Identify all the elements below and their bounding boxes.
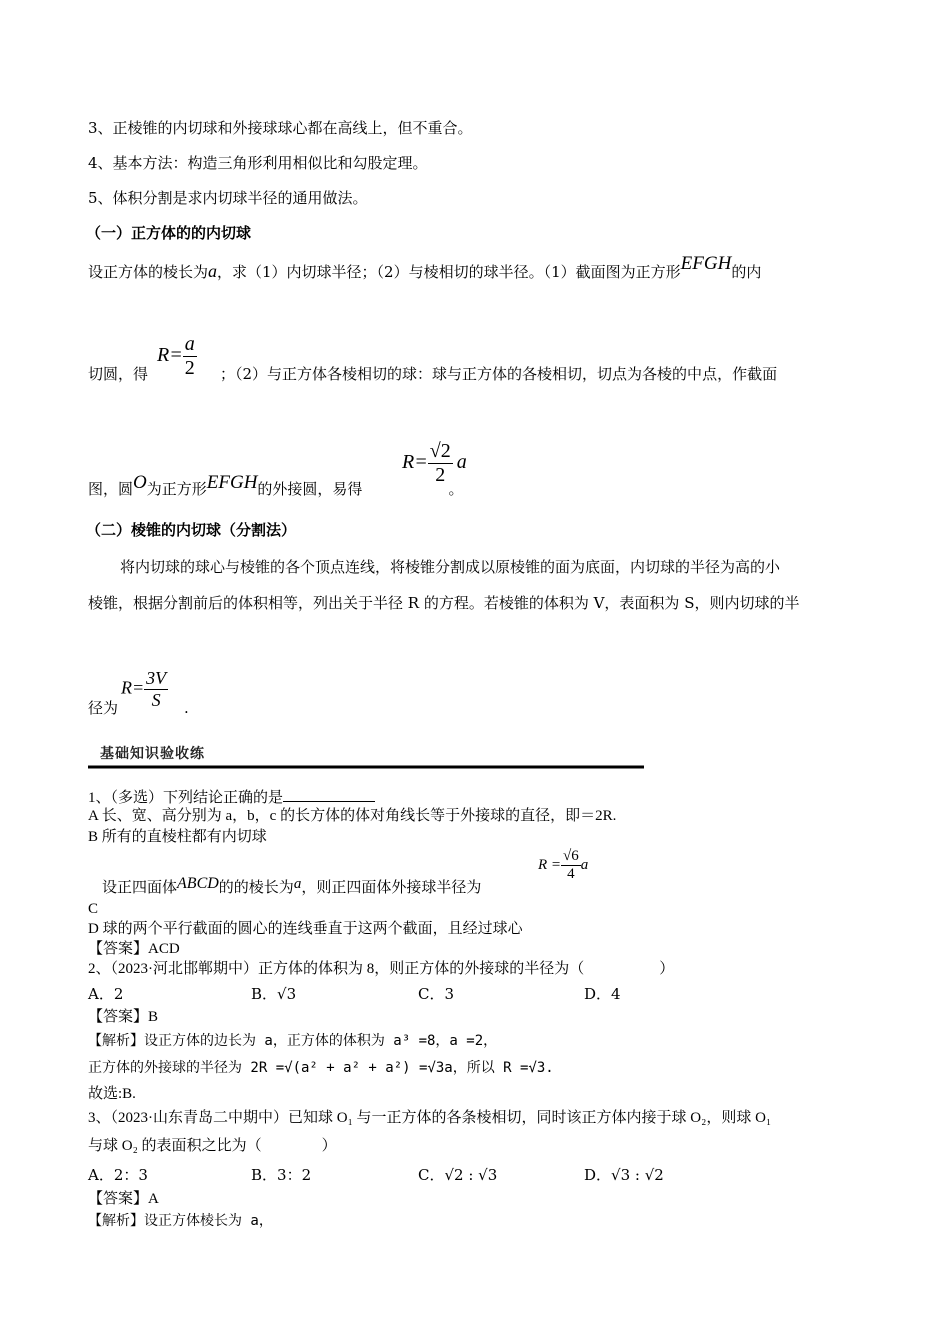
q2-stem: 2、（2023·河北邯郸期中）正方体的体积为 8，则正方体的外接球的半径为（ ）: [88, 961, 675, 977]
q1-option-c-text: 设正四面体ABCD的的棱长为a，则正四面体外接球半径为: [102, 875, 482, 896]
q3-stem-line2: 与球 O₂ 的表面积之比为（ ）: [88, 1138, 337, 1154]
q3-option-c: C．√2 : √3: [418, 1166, 498, 1184]
section-2-title: （二）棱锥的内切球（分割法）: [86, 521, 297, 539]
q3-stem-line1: 3、（2023·山东青岛二中期中）已知球 O₁ 与一正方体的各条棱相切，同时该正方体内接于球 O₂，则球 O₁: [88, 1110, 772, 1126]
sec1-para-line1: 设正方体的棱长为a，求（1）内切球半径；（2）与棱相切的球半径。（1）截面图为正方形EFGH的内: [88, 253, 762, 281]
sec2-para-line3: 径为 .: [88, 699, 189, 717]
formula-edge-sphere-radius: R= $\frac{√2}{2}$ a: [402, 440, 467, 486]
formula-cone-insphere-radius: R= $\frac{3V}{S}$: [121, 668, 167, 710]
q1-option-d: D 球的两个平行截面的圆心的连线垂直于这两个截面，且经过球心: [88, 921, 523, 937]
q1-answer: 【答案】ACD: [88, 941, 180, 957]
note-4: 4、基本方法：构造三角形利用相似比和勾股定理。: [88, 154, 428, 172]
q3-option-b: B．3：2: [251, 1166, 312, 1184]
q3-option-a: A．2：3: [88, 1166, 148, 1184]
sec2-para-line2: 棱锥，根据分割前后的体积相等，列出关于半径 R 的方程。若棱锥的体积为 V，表面积为 S，则内切球的半: [88, 594, 800, 612]
q1-option-a: A 长、宽、高分别为 a，b，c 的长方体的体对角线长等于外接球的直径，即＝2R.: [88, 808, 617, 824]
q2-option-d: D．4: [584, 985, 621, 1003]
q3-answer: 【答案】A: [88, 1191, 159, 1207]
section-1-title: （一）正方体的的内切球: [86, 224, 252, 242]
sec2-para-line1: 将内切球的球心与棱锥的各个顶点连线，将棱锥分割成以原棱锥的面为底面，内切球的半径为高的小: [120, 558, 781, 576]
q3-explain-1: 【解析】设正方体棱长为 a，: [88, 1213, 273, 1229]
banner-title: 基础知识验收练: [100, 746, 205, 762]
q2-explain-3: 故选:B.: [88, 1086, 136, 1102]
q2-explain-1: 【解析】设正方体的边长为 a，正方体的体积为 a³ =8，a =2，: [88, 1033, 498, 1049]
q1-option-b: B 所有的直棱柱都有内切球: [88, 829, 267, 845]
q1-option-c-letter: C: [88, 901, 99, 917]
q2-option-c: C．3: [418, 985, 455, 1003]
q2-answer: 【答案】B: [88, 1009, 159, 1025]
q3-option-d: D．√3 : √2: [584, 1166, 664, 1184]
q2-explain-2: 正方体的外接球的半径为 2R =√(a² + a² + a²) =√3a，所以 R =√3.: [88, 1060, 554, 1076]
q2-option-a: A．2: [88, 985, 124, 1003]
sec1-para-line3: 图，圆O为正方形EFGH的外接圆，易得 。: [88, 472, 464, 498]
formula-inscribed-radius: R= $\frac{a}{2}$: [157, 333, 195, 379]
q1-stem: 1、（多选）下列结论正确的是: [88, 787, 375, 808]
formula-tetra-radius: R = $\frac{√6}{4}$ a: [538, 848, 589, 882]
section-banner: [88, 741, 644, 769]
note-3: 3、正棱锥的内切球和外接球球心都在高线上，但不重合。: [88, 119, 473, 137]
note-5: 5、体积分割是求内切球半径的通用做法。: [88, 189, 368, 207]
q2-option-b: B．√3: [251, 985, 297, 1003]
sec1-para-line2: 切圆，得 ；（2）与正方体各棱相切的球：球与正方体的各棱相切，切点为各棱的中点，作截面: [88, 365, 778, 383]
answer-blank: [283, 787, 375, 802]
